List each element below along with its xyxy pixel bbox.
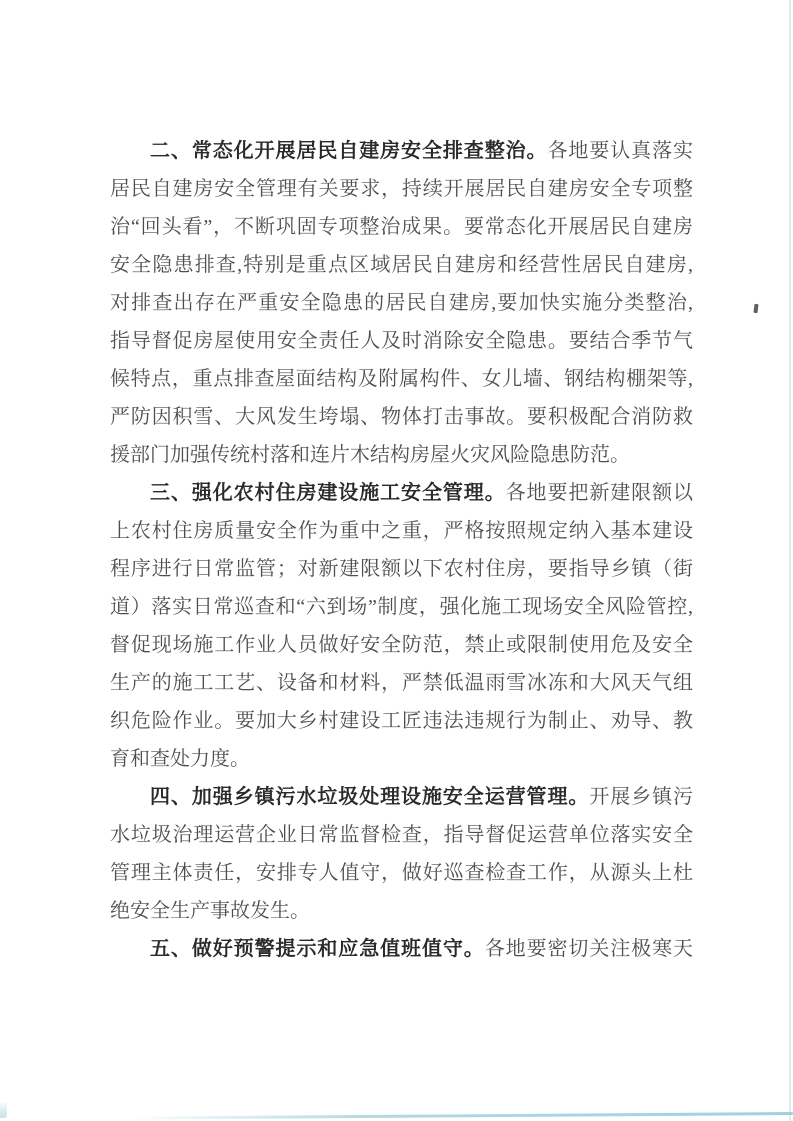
paragraph-2 <box>110 132 693 474</box>
text-line <box>110 778 693 816</box>
paragraph-5 <box>110 930 693 968</box>
text-line: 严防因积雪、大风发生垮塌、物体打击事故。要积极配合消防救 <box>110 406 693 428</box>
paragraph-text: 各地要把新建限额以 <box>505 482 694 504</box>
text-line: 治“回头看”，不断巩固专项整治成果。要常态化开展居民自建房 <box>110 216 693 238</box>
text-line: 援部门加强传统村落和连片木结构房屋火灾风险隐患防范。 <box>110 444 630 466</box>
text-line: 居民自建房安全管理有关要求，持续开展居民自建房安全专项整 <box>110 178 693 200</box>
text-line: 上农村住房质量安全作为重中之重，严格按照规定纳入基本建设 <box>110 520 693 542</box>
text-line: 织危险作业。要加大乡村建设工匠违法违规行为制止、劝导、教 <box>110 710 693 732</box>
paragraph-4 <box>110 778 693 930</box>
text-line: 候特点，重点排查屋面结构及附属构件、女儿墙、钢结构棚架等, <box>110 368 693 390</box>
text-line <box>110 930 693 968</box>
paragraph-heading: 四、加强乡镇污水垃圾处理设施安全运营管理。 <box>150 786 590 808</box>
text-line: 水垃圾治理运营企业日常监督检查，指导督促运营单位落实安全 <box>110 824 693 846</box>
text-line: 程序进行日常监管；对新建限额以下农村住房，要指导乡镇（街 <box>110 558 693 580</box>
scan-edge-bottom-line <box>130 1112 793 1120</box>
paragraph-heading: 五、做好预警提示和应急值班值守。 <box>150 938 485 960</box>
scan-edge-right-line <box>789 0 791 1121</box>
paragraph-text: 开展乡镇污 <box>589 786 694 808</box>
scan-speck <box>753 304 758 313</box>
text-line: 生产的施工工艺、设备和材料，严禁低温雨雪冰冻和大风天气组 <box>110 672 693 694</box>
text-line: 指导督促房屋使用安全责任人及时消除安全隐患。要结合季节气 <box>110 330 693 352</box>
text-line: 育和查处力度。 <box>110 748 250 770</box>
scan-edge-left-mark <box>0 1103 7 1118</box>
document-body <box>110 132 693 968</box>
paragraph-heading: 二、常态化开展居民自建房安全排查整治。 <box>150 140 548 162</box>
text-line: 对排查出存在严重安全隐患的居民自建房,要加快实施分类整治, <box>110 292 693 314</box>
paragraph-text: 各地要认真落实 <box>547 140 694 162</box>
text-line: 绝安全生产事故发生。 <box>110 900 310 922</box>
paragraph-heading: 三、强化农村住房建设施工安全管理。 <box>150 482 506 504</box>
text-line <box>110 132 693 170</box>
text-line: 督促现场施工作业人员做好安全防范，禁止或限制使用危及安全 <box>110 634 693 656</box>
text-line <box>110 474 693 512</box>
paragraph-text: 各地要密切关注极寒天 <box>484 938 694 960</box>
paragraph-3 <box>110 474 693 778</box>
text-line: 安全隐患排查,特别是重点区域居民自建房和经营性居民自建房, <box>110 254 693 276</box>
text-line: 管理主体责任，安排专人值守，做好巡查检查工作，从源头上杜 <box>110 862 693 884</box>
text-line: 道）落实日常巡查和“六到场”制度，强化施工现场安全风险管控, <box>110 596 693 618</box>
